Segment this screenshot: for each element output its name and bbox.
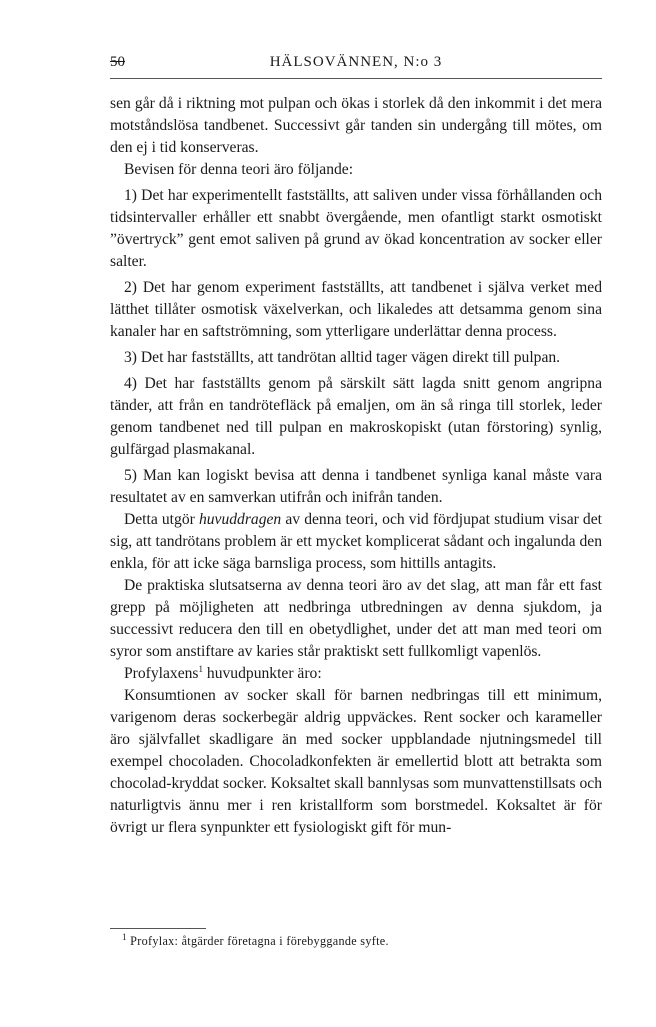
paragraph-sugar-consumption: Konsumtionen av socker skall för barnen nedbringas till ett minimum, varigenom deras sockerbegär aldrig uppväckes. Rent socker och karameller äro självfallet skadligare än med socker uppblandade njutningsmedel till exempel chocoladen. Chocoladkonfekten är emellertid blott att betrakta som chocolad-kryddat socker. Koksaltet skall bannlysas som munvattenstillsats och naturligtvis ännu mer i ren kristallform som borstmedel. Koksaltet är för övrigt ur flera synpunkter ett fysiologiskt gift för mun- — [110, 687, 602, 836]
paragraph-evidence-heading: Bevisen för denna teori äro följande: — [124, 161, 354, 178]
prophylaxis-lead: Profylaxens — [124, 665, 199, 682]
summary-emphasis: huvuddragen — [198, 511, 282, 528]
running-title: HÄLSOVÄNNEN, N:o 3 — [269, 54, 443, 70]
prophylaxis-rest: huvudpunkter äro: — [206, 665, 322, 682]
summary-lead: Detta utgör — [124, 511, 195, 528]
body-text — [110, 93, 602, 839]
summary-rest: av denna teori, och vid fördjupat — [285, 511, 490, 528]
page-header — [110, 54, 602, 79]
summary-continuation: studium visar det sig, att tandrötans problem är ett mycket komplicerat sådant och ingalunda den enkla, för att icke säga barnsliga process, som hittills antagits. — [110, 511, 602, 572]
paragraph-prophylaxis-heading — [110, 663, 602, 685]
footnote-divider — [110, 928, 206, 929]
footnote — [122, 931, 389, 949]
paragraph-conclusions: De praktiska slutsatserna av denna teori äro av det slag, att man får ett fast grepp på möjligheten att nedbringa utbredningen av denna sjukdom, ja successivt reducera den till en obetydlighet, under det att man med teori om syror som anstiftare av karies står praktiskt sett fullkomligt vapenlös. — [110, 577, 602, 660]
paragraph-evidence-1: 1) Det har experimentellt fastställts, att saliven under vissa förhållanden och tidsintervaller erhåller ett snabbt övergående, men ofantligt starkt osmotiskt ”övertryck” gent emot saliven på grund av ökad koncentration av socker eller salter. — [110, 187, 602, 270]
page-number: 50 — [110, 54, 125, 70]
paragraph-evidence-3: 3) Det har fastställts, att tandrötan alltid tager vägen direkt till pulpan. — [124, 349, 561, 366]
footnote-text: Profylax: åtgärder företagna i förebyggande syfte. — [130, 934, 389, 948]
paragraph-evidence-5: 5) Man kan logiskt bevisa att denna i tandbenet synliga kanal måste vara resultatet av en samverkan utifrån och inifrån tanden. — [110, 467, 602, 506]
paragraph-summary — [110, 509, 602, 575]
paragraph-evidence-2: 2) Det har genom experiment fastställts, att tandbenet i själva verket med lätthet tillåter osmotisk växelverkan, och likaledes att detsamma genom sina kanaler har en saftströmning, som ytterligare underlättar denna process. — [110, 279, 602, 340]
footnote-marker: 1 — [122, 931, 127, 942]
footnote-reference: 1 — [198, 663, 203, 674]
paragraph-evidence-4: 4) Det har fastställts genom på särskilt sätt lagda snitt genom angripna tänder, att från en tandrötefläck på emaljen, om än så ringa till storlek, leder genom tandbenet ned till pulpan en makroskopiskt (utan förstoring) synlig, gulfärgad plasmakanal. — [110, 375, 602, 458]
paragraph-intro: sen går då i riktning mot pulpan och ökas i storlek då den inkommit i det mera motståndslösa tandbenet. Successivt går tanden sin undergång till mötes, om den ej i tid konserveras. — [110, 95, 602, 156]
